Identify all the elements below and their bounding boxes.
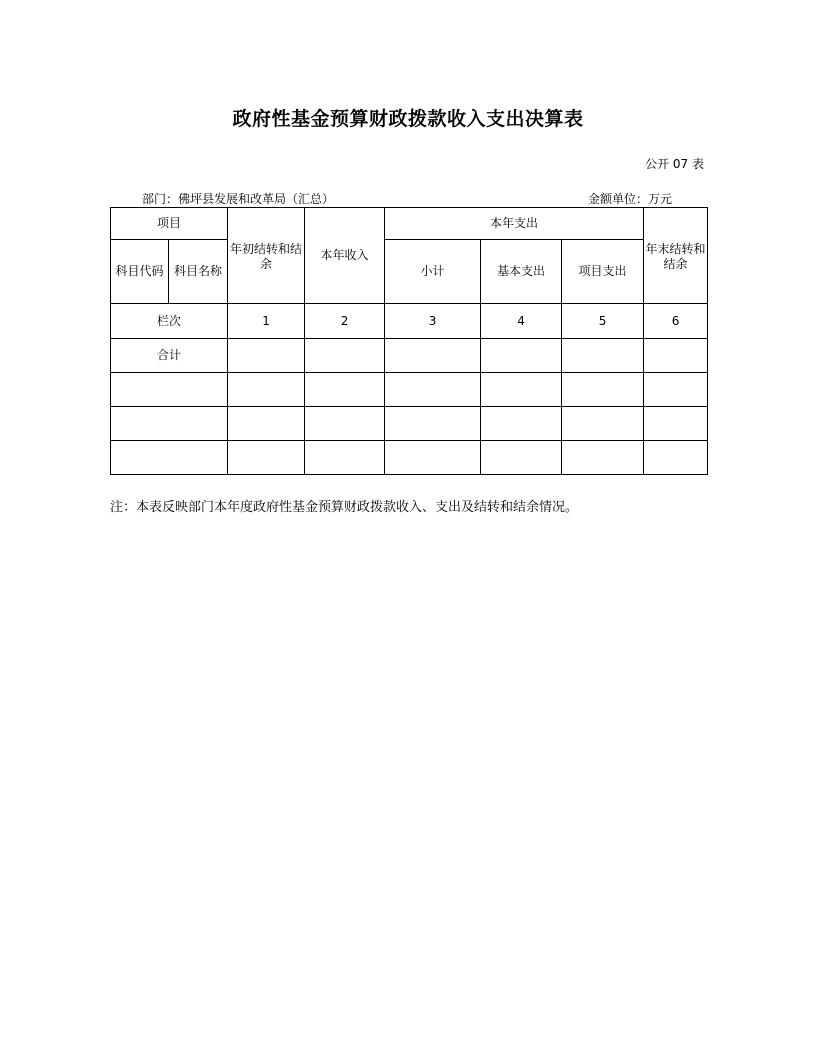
header-subject-code: 科目代码 <box>111 240 169 304</box>
header-begin-balance: 年初结转和结余 <box>228 208 305 304</box>
table-cell <box>111 407 228 441</box>
table-cell <box>385 373 481 407</box>
table-row <box>111 373 708 407</box>
column-number: 1 <box>228 304 305 339</box>
table-cell <box>228 373 305 407</box>
total-label: 合计 <box>111 339 228 373</box>
table-cell <box>385 339 481 373</box>
header-row-1 <box>111 208 708 240</box>
table-cell <box>228 339 305 373</box>
table-note: 注：本表反映部门本年度政府性基金预算财政拨款收入、支出及结转和结余情况。 <box>110 500 579 515</box>
department-label: 部门：佛坪县发展和改革局（汇总） <box>142 192 335 206</box>
table-cell <box>562 373 644 407</box>
table-row <box>111 441 708 475</box>
total-row <box>111 339 708 373</box>
column-number: 6 <box>644 304 708 339</box>
table-cell <box>644 441 708 475</box>
table-cell <box>562 407 644 441</box>
header-subject-name: 科目名称 <box>169 240 228 304</box>
column-number: 2 <box>305 304 385 339</box>
table-cell <box>305 373 385 407</box>
table-cell <box>305 339 385 373</box>
table-cell <box>111 373 228 407</box>
table-cell <box>644 407 708 441</box>
table-row <box>111 407 708 441</box>
header-row-2 <box>111 240 708 304</box>
column-number-row <box>111 304 708 339</box>
header-basic-exp: 基本支出 <box>481 240 562 304</box>
table-cell <box>305 441 385 475</box>
table-cell <box>644 373 708 407</box>
column-number-label: 栏次 <box>111 304 228 339</box>
table-cell <box>481 339 562 373</box>
header-item: 项目 <box>111 208 228 240</box>
table-cell <box>644 339 708 373</box>
fund-table <box>110 207 708 475</box>
table-cell <box>228 441 305 475</box>
header-income: 本年收入 <box>305 208 385 304</box>
table-cell <box>481 441 562 475</box>
header-end-balance: 年末结转和结余 <box>644 208 708 304</box>
table-cell <box>562 441 644 475</box>
table-cell <box>481 373 562 407</box>
table-cell <box>385 441 481 475</box>
form-code: 公开 07 表 <box>645 157 704 171</box>
table-cell <box>385 407 481 441</box>
header-subtotal: 小计 <box>385 240 481 304</box>
table-cell <box>228 407 305 441</box>
unit-label: 金额单位：万元 <box>588 192 673 206</box>
table-cell <box>305 407 385 441</box>
page-title: 政府性基金预算财政拨款收入支出决算表 <box>232 108 584 130</box>
header-expenditure: 本年支出 <box>385 208 644 240</box>
table-cell <box>111 441 228 475</box>
column-number: 3 <box>385 304 481 339</box>
header-project-exp: 项目支出 <box>562 240 644 304</box>
table-cell <box>481 407 562 441</box>
column-number: 5 <box>562 304 644 339</box>
column-number: 4 <box>481 304 562 339</box>
table-cell <box>562 339 644 373</box>
